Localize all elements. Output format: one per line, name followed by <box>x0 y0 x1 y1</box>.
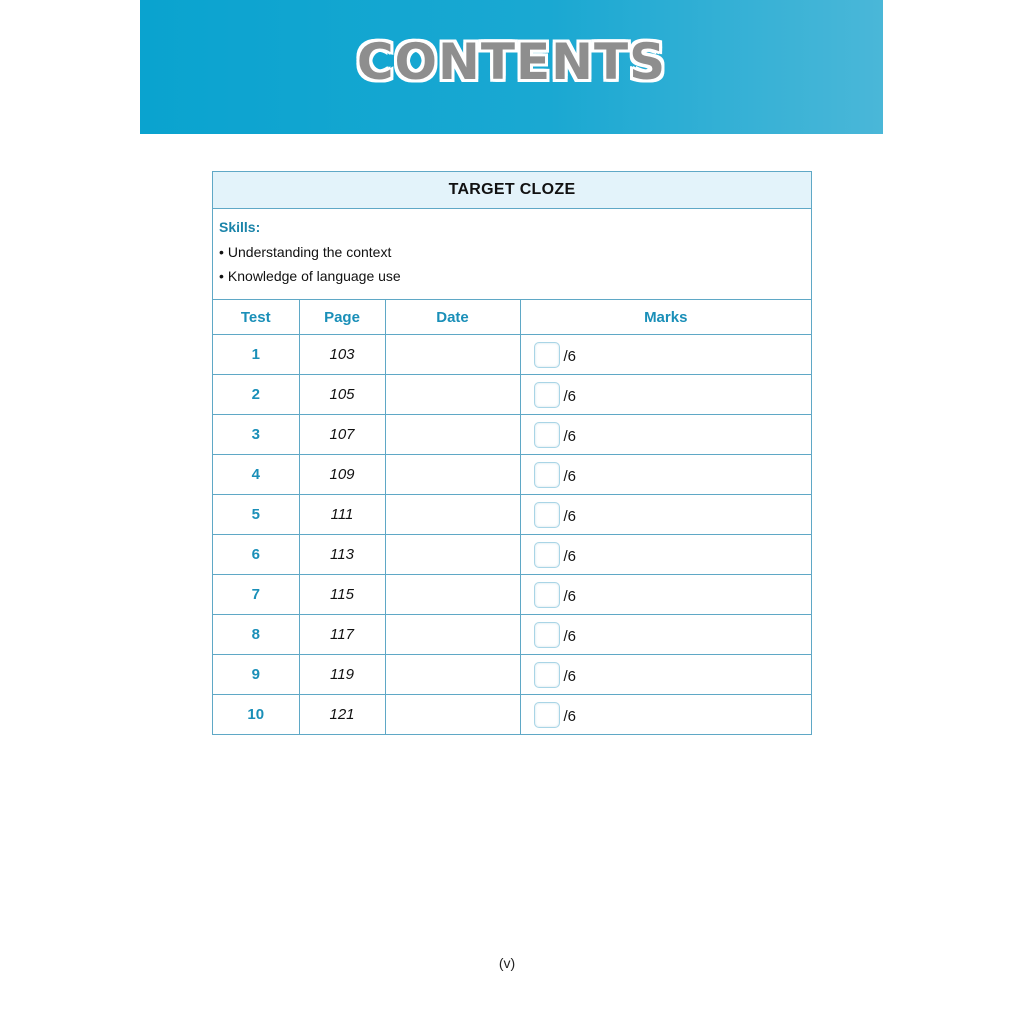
section-title: TARGET CLOZE <box>213 172 811 209</box>
marks-input-box[interactable] <box>534 702 560 728</box>
date-cell[interactable] <box>385 335 520 375</box>
marks-cell <box>520 495 811 535</box>
marks-cell <box>520 575 811 615</box>
header-page: Page <box>299 300 385 335</box>
page-number-text: 109 <box>329 466 355 483</box>
page-number-cell <box>299 335 385 375</box>
table-row <box>213 655 811 695</box>
test-number-text: 4 <box>251 466 260 483</box>
test-number <box>213 575 299 615</box>
tests-table <box>213 300 811 734</box>
page-number-text: 103 <box>329 346 355 363</box>
page-number-text: 113 <box>330 546 354 563</box>
page-number-text: 107 <box>329 426 355 443</box>
table-row <box>213 455 811 495</box>
marks-cell <box>520 335 811 375</box>
header-test: Test <box>213 300 299 335</box>
page-number-cell <box>299 495 385 535</box>
date-cell[interactable] <box>385 375 520 415</box>
date-cell[interactable] <box>385 575 520 615</box>
marks-total: /6 <box>563 428 577 445</box>
bullet-icon: • <box>219 244 224 260</box>
page-number-cell <box>299 455 385 495</box>
test-number-text: 2 <box>251 386 260 403</box>
marks-total: /6 <box>563 348 577 365</box>
table-row <box>213 495 811 535</box>
date-cell[interactable] <box>385 615 520 655</box>
table-row <box>213 575 811 615</box>
marks-cell <box>520 535 811 575</box>
marks-total: /6 <box>563 708 577 725</box>
table-row <box>213 335 811 375</box>
table-row <box>213 415 811 455</box>
marks-cell <box>520 655 811 695</box>
date-cell[interactable] <box>385 455 520 495</box>
table-row <box>213 535 811 575</box>
date-cell[interactable] <box>385 655 520 695</box>
test-number <box>213 535 299 575</box>
skill-item <box>219 244 805 260</box>
bullet-icon: • <box>219 268 224 284</box>
table-row <box>213 615 811 655</box>
marks-total: /6 <box>563 508 577 525</box>
skill-item <box>219 268 805 284</box>
contents-banner <box>140 0 883 134</box>
page-number-cell <box>299 655 385 695</box>
test-number <box>213 375 299 415</box>
table-header-row <box>213 300 811 335</box>
test-number <box>213 455 299 495</box>
page-number-cell <box>299 375 385 415</box>
page-number-text: 117 <box>330 626 354 643</box>
marks-input-box[interactable] <box>534 462 560 488</box>
table-body <box>213 335 811 735</box>
marks-input-box[interactable] <box>534 622 560 648</box>
marks-cell <box>520 415 811 455</box>
test-number <box>213 615 299 655</box>
test-number <box>213 495 299 535</box>
page-number-text: 121 <box>329 706 355 723</box>
test-number-text: 10 <box>247 706 265 723</box>
skill-text: Understanding the context <box>227 244 392 260</box>
marks-total: /6 <box>563 628 577 645</box>
marks-cell <box>520 375 811 415</box>
header-marks: Marks <box>520 300 811 335</box>
marks-total: /6 <box>563 548 577 565</box>
header-date: Date <box>385 300 520 335</box>
marks-total: /6 <box>563 588 577 605</box>
page-number-cell <box>299 615 385 655</box>
page-number-text: 105 <box>329 386 355 403</box>
page-number-cell <box>299 415 385 455</box>
marks-input-box[interactable] <box>534 502 560 528</box>
test-number-text: 5 <box>251 506 260 523</box>
table-row <box>213 695 811 735</box>
page-number-text: 119 <box>330 666 354 683</box>
date-cell[interactable] <box>385 495 520 535</box>
contents-table-card <box>212 171 812 735</box>
marks-input-box[interactable] <box>534 542 560 568</box>
table-row <box>213 375 811 415</box>
test-number-text: 7 <box>251 586 260 603</box>
test-number <box>213 415 299 455</box>
page-number-cell <box>299 535 385 575</box>
test-number-text: 6 <box>251 546 260 563</box>
page-number: (v) <box>498 955 516 971</box>
page-number-cell <box>299 695 385 735</box>
marks-input-box[interactable] <box>534 382 560 408</box>
page-number-text: 111 <box>330 506 354 523</box>
test-number <box>213 335 299 375</box>
page-number-text: 115 <box>330 586 354 603</box>
test-number <box>213 695 299 735</box>
skill-text: Knowledge of language use <box>227 268 401 284</box>
skills-panel <box>213 209 811 300</box>
test-number-text: 1 <box>251 346 260 363</box>
marks-cell <box>520 615 811 655</box>
test-number-text: 3 <box>251 426 260 443</box>
marks-input-box[interactable] <box>534 342 560 368</box>
test-number-text: 9 <box>251 666 260 683</box>
date-cell[interactable] <box>385 695 520 735</box>
skills-label: Skills: <box>219 219 261 235</box>
marks-total: /6 <box>563 388 577 405</box>
marks-input-box[interactable] <box>534 662 560 688</box>
test-number <box>213 655 299 695</box>
marks-input-box[interactable] <box>534 582 560 608</box>
page-number-cell <box>299 575 385 615</box>
date-cell[interactable] <box>385 415 520 455</box>
marks-cell <box>520 695 811 735</box>
marks-total: /6 <box>563 668 577 685</box>
marks-input-box[interactable] <box>534 422 560 448</box>
date-cell[interactable] <box>385 535 520 575</box>
banner-title: CONTENTS <box>356 33 667 91</box>
marks-total: /6 <box>563 468 577 485</box>
test-number-text: 8 <box>251 626 260 643</box>
marks-cell <box>520 455 811 495</box>
